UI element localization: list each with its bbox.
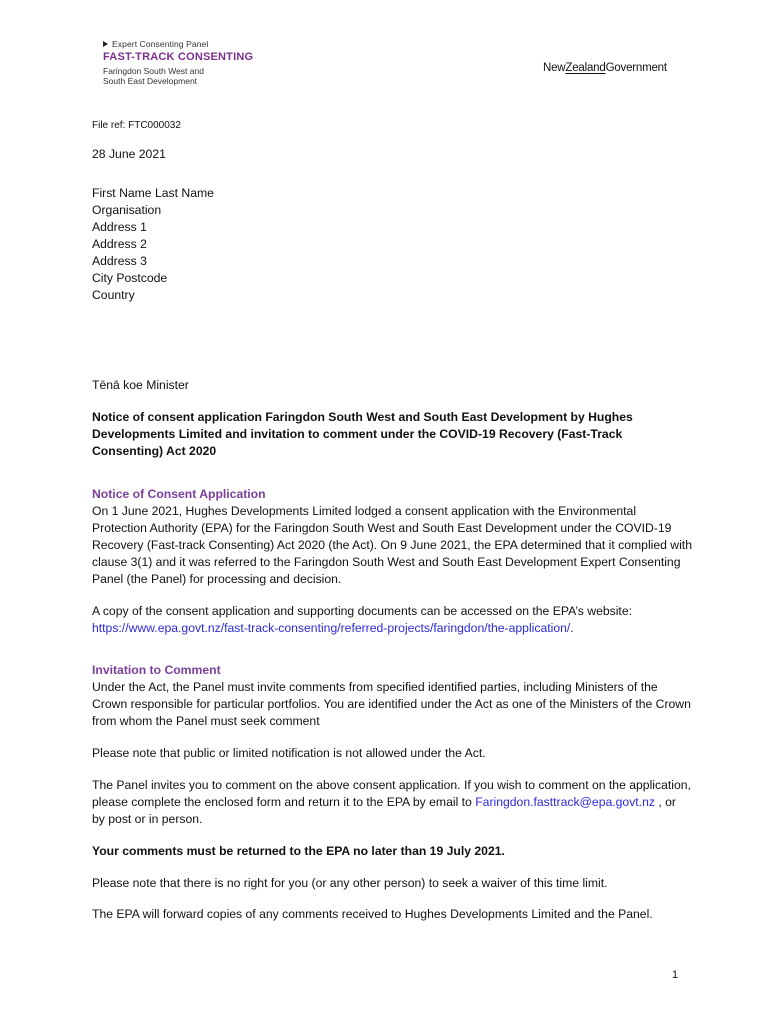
brand-subtitle-line1: Faringdon South West and xyxy=(103,65,204,76)
brand-title: FAST-TRACK CONSENTING xyxy=(103,50,254,63)
file-reference: File ref: FTC000032 xyxy=(92,120,181,131)
address-line: First Name Last Name xyxy=(92,186,214,200)
copy-paragraph: A copy of the consent application and supporting documents can be accessed on the EPA’s website: https://www.epa.govt.nz/fast-track-consenting/referred-projects/faringdon/the-application/. xyxy=(92,604,632,635)
panel-label: Expert Consenting Panel xyxy=(112,39,209,49)
waiver-note: Please note that there is no right for you (or any other person) to seek a waiver of this time limit. xyxy=(92,876,608,890)
letter-date: 28 June 2021 xyxy=(92,147,166,161)
address-line: City Postcode xyxy=(92,271,168,285)
triangle-bullet-icon xyxy=(103,41,108,47)
nz-government-logo: NewZealandGovernment xyxy=(543,62,667,74)
deadline-notice: Your comments must be returned to the EPA no later than 19 July 2021. xyxy=(92,844,505,858)
notification-note: Please note that public or limited notification is not allowed under the Act. xyxy=(92,746,486,760)
brand-subtitle-line2: South East Development xyxy=(103,75,198,86)
expert-panel-logo xyxy=(103,40,253,86)
salutation: Tēnā koe Minister xyxy=(92,378,189,392)
page-number: 1 xyxy=(672,969,679,981)
notice-paragraph: On 1 June 2021, Hughes Developments Limited lodged a consent application with the Environmental Protection Authority (EPA) for the Faringdon South West and South East Development under the COVID-19 Recovery (Fast-track Consenting) Act 2020 (the Act). On 9 June 2021, the EPA determined that it complied with clause 3(1) and it was referred to the Faringdon South West and South East Development Expert Consenting Panel (the Panel) for processing and decision. xyxy=(92,504,692,586)
address-line: Address 1 xyxy=(92,220,147,234)
invitation-paragraph: Under the Act, the Panel must invite comments from specified identified parties, including Ministers of the Crown responsible for particular portfolios. You are identified under the Act as one of the Ministers of the Crown from whom the Panel must seek comment xyxy=(92,680,691,728)
address-line: Address 2 xyxy=(92,237,147,251)
recipient-address xyxy=(92,185,692,304)
epa-application-link[interactable]: https://www.epa.govt.nz/fast-track-consenting/referred-projects/faringdon/the-application/ xyxy=(92,621,571,635)
address-line: Address 3 xyxy=(92,254,147,268)
address-line: Country xyxy=(92,288,135,302)
email-link[interactable]: Faringdon.fasttrack@epa.govt.nz xyxy=(475,795,655,809)
forward-note: The EPA will forward copies of any comments received to Hughes Developments Limited and the Panel. xyxy=(92,907,653,921)
section-heading-invitation: Invitation to Comment xyxy=(92,663,221,677)
section-heading-notice: Notice of Consent Application xyxy=(92,487,266,501)
subject-line: Notice of consent application Faringdon South West and South East Development by Hughes Developments Limited and invitation to comment under the COVID-19 Recovery (Fast-Track Consenting) Act 2020 xyxy=(92,410,633,458)
address-line: Organisation xyxy=(92,203,162,217)
invite-paragraph: The Panel invites you to comment on the above consent application. If you wish to comment on the application, please complete the enclosed form and return it to the EPA by email to Faringdon.fasttrack@epa.govt.nz , or by post or in person. xyxy=(92,778,691,826)
